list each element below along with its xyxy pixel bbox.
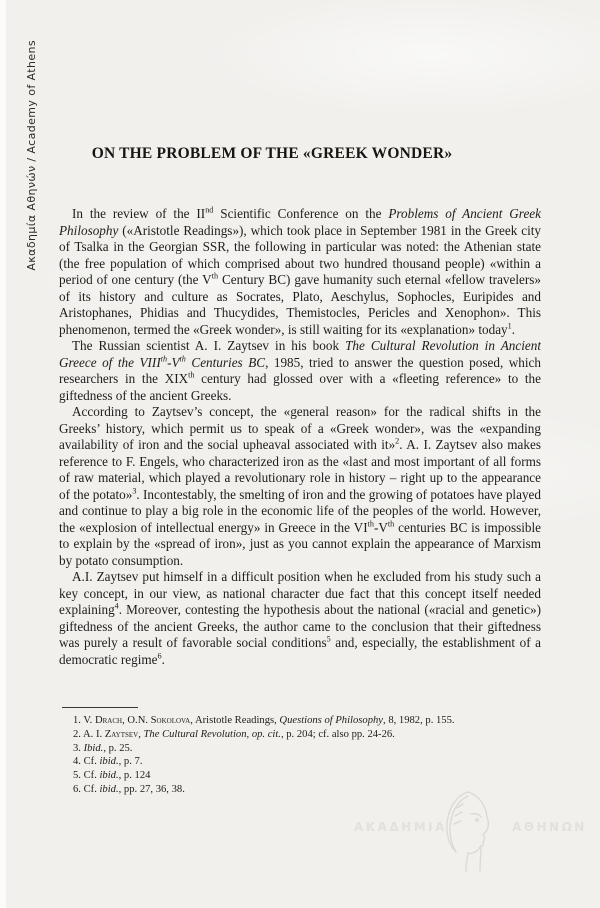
footnote: 1. V. Drach, O.N. Sokolova, Aristotle Readings, Questions of Philosophy, 8, 1982, p. 155. [73, 715, 455, 726]
library-stamp-vertical: Ακαδημία Αθηνών / Academy of Athens [25, 40, 38, 271]
paragraph: A.I. Zaytsev put himself in a difficult position when he excluded from his study such a key concept, in our view, as national character due fact that this concept itself needed explaining$^4$. Moreover, contesting the hypothesis about the national («racial and genetic») giftedness of the ancient Greeks, the author came to the conclusion that their giftedness was purely a result of favorable social conditions$^5$ and, especially, the establishment of a democratic regime$^6$. [59, 569, 541, 667]
watermark-text-akadimia: ΑΚΑΔΗΜΙΑ [354, 820, 447, 834]
article-title: ON THE PROBLEM OF THE «GREEK WONDER» [91, 145, 453, 162]
paragraph: According to Zaytsev’s concept, the «general reason» for the radical shifts in the Greeks’ history, which permit us to speak of a «Greek wonder», was the «expanding availability of iron and the social upheaval associated with it»$^2$. A. I. Zaytsev also makes reference to F. Engels, who characterized iron as the «last and most important of all forms of raw material, which played a revolutionary role in history – right up to the appearance of the potato»$^3$. Incontestably, the smelting of iron and the growing of potatoes have played and continue to play a big role in the economic life of the peoples of the world. However, the «explosion of intellectual energy» in Greece in the VIth-Vth centuries BC is impossible to explain by the «spread of iron», just as you cannot explain the appearance of Marxism by potato consumption. [59, 404, 541, 568]
watermark-text-athinon: ΑΘΗΝΩΝ [512, 820, 587, 834]
footnote: 3. Ibid., p. 25. [73, 742, 133, 754]
footnotes [73, 714, 541, 797]
footnote: 2. A. I. Zaytsev, The Cultural Revolution, op. cit., p. 204; cf. also pp. 24-26. [73, 728, 395, 740]
paragraph: The Russian scientist A. I. Zaytsev in his book The Cultural Revolution in Ancient Greece of the VIIIth-Vth Centuries BC, 1985, tried to answer the question posed, which researchers in the XIXth century had glossed over with a «fleeting reference» to the giftedness of the ancient Greeks. [59, 338, 541, 403]
footnote: 4. Cf. ibid., p. 7. [73, 756, 143, 768]
article-body [59, 206, 541, 708]
paragraph: In the review of the IInd Scientific Conference on the Problems of Ancient Greek Philosophy («Aristotle Readings»), which took place in September 1981 in the Greek city of Tsalka in the Georgian SSR, the following in particular was noted: the Athenian state (the free population of which comprised about two hundred thousand people) «within a period of one century (the Vth Century BC) gave humanity such eternal «fellow travelers» of its history and culture as Socrates, Plato, Aeschylus, Sophocles, Euripides and Aristophanes, Phidias and Thucydides, Themistocles, Pericles and Xenophon». This phenomenon, termed the «Greek wonder», is still waiting for its «explanation» today$^1$. [59, 206, 541, 337]
athena-head-watermark [437, 786, 499, 878]
footnote: 6. Cf. ibid., pp. 27, 36, 38. [73, 783, 185, 795]
footnote-separator [62, 707, 138, 708]
footnote: 5. Cf. ibid., p. 124 [73, 770, 151, 782]
page-edge [0, 0, 6, 908]
